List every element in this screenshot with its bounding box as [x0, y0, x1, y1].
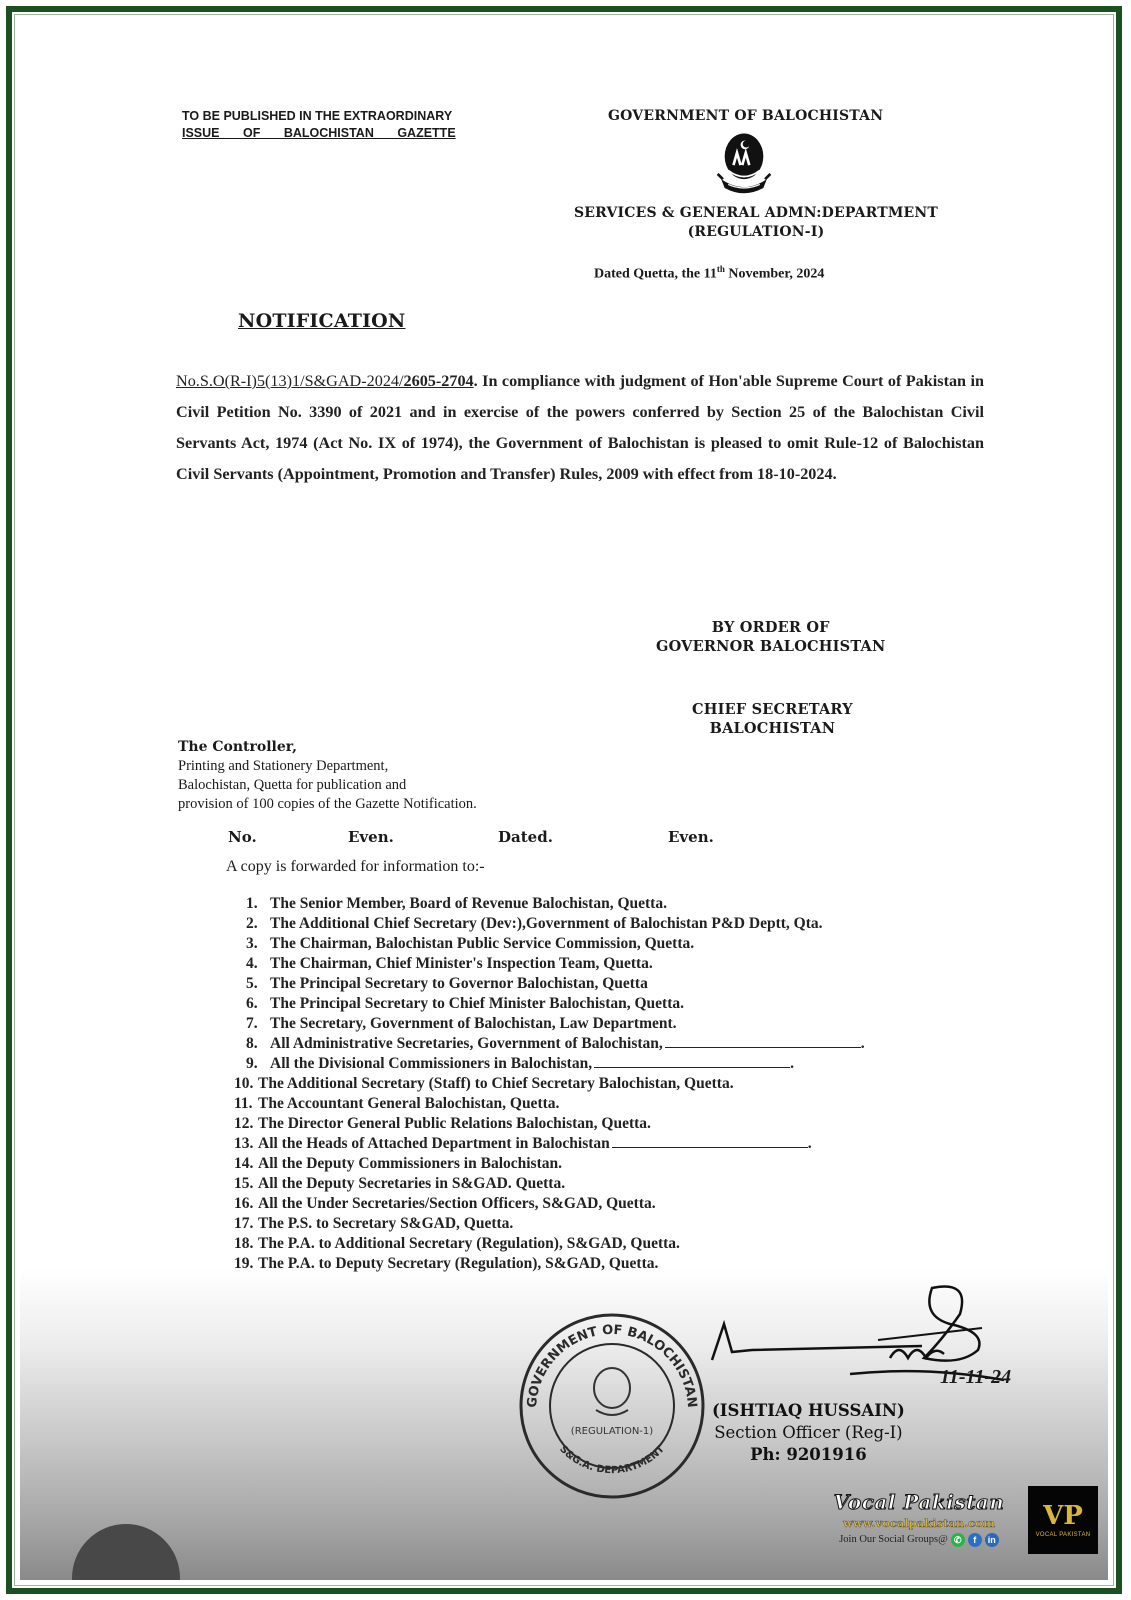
dated-suffix: November, 2024	[724, 266, 825, 282]
notification-title: NOTIFICATION	[238, 310, 406, 332]
distribution-item-text: The Director General Public Relations Balochistan, Quetta.	[258, 1115, 651, 1132]
chief-secretary-line1: CHIEF SECRETARY	[692, 701, 853, 718]
distribution-item-number: 2.	[246, 915, 258, 932]
chief-secretary-line2: BALOCHISTAN	[709, 720, 836, 737]
page-frame-line	[14, 14, 1114, 1586]
ref-dated: Dated.	[498, 828, 553, 846]
distribution-item-number: 1.	[246, 895, 258, 912]
logo-text: VP	[1043, 1501, 1083, 1531]
handwritten-date: 11-11-24	[940, 1366, 1012, 1388]
by-order-line2: GOVERNOR BALOCHISTAN	[656, 638, 886, 655]
controller-heading: The Controller,	[178, 739, 297, 755]
distribution-item-number: 19.	[234, 1255, 254, 1272]
government-title: GOVERNMENT OF BALOCHISTAN	[608, 108, 884, 124]
distribution-item-number: 9.	[246, 1055, 258, 1072]
publication-note-line1: TO BE PUBLISHED IN THE EXTRAORDINARY	[182, 109, 453, 123]
distribution-item-number: 15.	[234, 1175, 254, 1192]
distribution-item-text: All the Deputy Secretaries in S&GAD. Quetta.	[258, 1175, 566, 1192]
distribution-item-number: 8.	[246, 1035, 258, 1052]
ref-even-1: Even.	[348, 828, 394, 846]
distribution-item-number: 14.	[234, 1155, 254, 1172]
reference-prefix: No.S.O(R-I)5(13)1/S&GAD-2024/	[176, 372, 404, 390]
copy-forwarded-line: A copy is forwarded for information to:-	[226, 858, 485, 875]
distribution-item-number: 16.	[234, 1195, 254, 1212]
distribution-item-text: The Additional Secretary (Staff) to Chief Secretary Balochistan, Quetta.	[258, 1075, 734, 1092]
distribution-item-text: All the Heads of Attached Department in Balochistan	[258, 1135, 610, 1152]
distribution-item-number: 18.	[234, 1235, 254, 1252]
notification-text: . In compliance with judgment of Hon'able Supreme Court of Pakistan in Civil Petition No. 3390 of 2021 and in exercise of the powers conferred by Section 25 of the Balochistan Civil Servants Act, 1974 (Act No. IX of 1974), the Government of Balochistan is pleased to omit Rule-12 of Balochistan Civil Servants (Appointment, Promotion and Transfer) Rules, 2009 with effect from 18-10-2024.	[176, 372, 984, 483]
distribution-item-number: 3.	[246, 935, 258, 952]
distribution-item-text: The Principal Secretary to Chief Minister Balochistan, Quetta.	[270, 995, 685, 1012]
department-section: (REGULATION-I)	[687, 224, 825, 240]
logo-caption: VOCAL PAKISTAN	[1035, 1532, 1091, 1538]
by-order-line1: BY ORDER OF	[711, 619, 830, 636]
distribution-item-number: 6.	[246, 995, 258, 1012]
controller-line1: Printing and Stationery Department,	[178, 758, 389, 774]
distribution-item-text: All the Divisional Commissioners in Balochistan,	[270, 1055, 593, 1072]
dated-prefix: Dated Quetta, the 11	[594, 266, 717, 282]
distribution-item-number: 13.	[234, 1135, 254, 1152]
stamp-bottom-textpath: S&G.A. DEPARTMENT	[557, 1443, 667, 1477]
reference-number: 2605-2704	[403, 372, 474, 390]
distribution-item-text: The Chairman, Chief Minister's Inspection Team, Quetta.	[270, 955, 653, 972]
distribution-item-text: The Senior Member, Board of Revenue Balochistan, Quetta.	[270, 895, 667, 912]
distribution-item: 13. All the Heads of Attached Department in Balochistan .	[234, 1135, 812, 1152]
controller-line2: Balochistan, Quetta for publication and	[178, 777, 407, 793]
distribution-item-text: The P.A. to Deputy Secretary (Regulation), S&GAD, Quetta.	[258, 1255, 659, 1272]
controller-line3: provision of 100 copies of the Gazette Notification.	[178, 796, 477, 812]
distribution-item: 8. All Administrative Secretaries, Government of Balochistan, .	[246, 1035, 865, 1052]
department-name: SERVICES & GENERAL ADMN:DEPARTMENT	[573, 205, 939, 221]
distribution-item-text: The Additional Chief Secretary (Dev:),Government of Balochistan P&D Deptt, Qta.	[270, 915, 823, 932]
distribution-item-number: 11.	[234, 1095, 253, 1112]
distribution-item-number: 4.	[246, 955, 258, 972]
distribution-item-number: 7.	[246, 1015, 258, 1032]
distribution-item-text: The Secretary, Government of Balochistan, Law Department.	[270, 1015, 677, 1032]
signer-name: (ISHTIAQ HUSSAIN)	[712, 1401, 905, 1420]
distribution-item-text: The P.S. to Secretary S&GAD, Quetta.	[258, 1215, 514, 1232]
distribution-item-text: The Chairman, Balochistan Public Service Commission, Quetta.	[270, 935, 695, 952]
distribution-item-text: The Principal Secretary to Governor Balochistan, Quetta	[270, 975, 648, 992]
linkedin-icon[interactable]: in	[985, 1533, 999, 1547]
dated-sup: th	[716, 264, 725, 274]
brand-name: Vocal Pakistan	[833, 1490, 1005, 1514]
distribution-item: 9. All the Divisional Commissioners in Balochistan, .	[246, 1055, 794, 1072]
distribution-item-text: All Administrative Secretaries, Government of Balochistan,	[270, 1035, 663, 1052]
distribution-item-number: 5.	[246, 975, 258, 992]
distribution-item-text: All the Deputy Commissioners in Balochistan.	[258, 1155, 562, 1172]
distribution-item-number: 10.	[234, 1075, 254, 1092]
distribution-item-text: All the Under Secretaries/Section Officers, S&GAD, Quetta.	[258, 1195, 656, 1212]
signer-phone: Ph: 9201916	[750, 1445, 867, 1464]
ref-even-2: Even.	[668, 828, 714, 846]
distribution-item-text: The Accountant General Balochistan, Quetta.	[258, 1095, 560, 1112]
signer-designation: Section Officer (Reg-I)	[714, 1423, 903, 1442]
join-text: Join Our Social Groups@	[839, 1534, 948, 1545]
stamp-inner-text: (REGULATION-1)	[570, 1426, 654, 1437]
facebook-icon[interactable]: f	[968, 1533, 982, 1547]
distribution-item-number: 17.	[234, 1215, 254, 1232]
stamp-outer-textpath: GOVERNMENT OF BALOCHISTAN	[524, 1322, 700, 1409]
whatsapp-icon[interactable]: ✆	[951, 1533, 965, 1547]
distribution-item-number: 12.	[234, 1115, 254, 1132]
distribution-item-text: The P.A. to Additional Secretary (Regulation), S&GAD, Quetta.	[258, 1235, 680, 1252]
ref-no: No.	[228, 828, 257, 846]
brand-url[interactable]: www.vocalpakistan.com	[843, 1516, 995, 1530]
publication-note-line2: ISSUE OF BALOCHISTAN GAZETTE	[182, 126, 456, 140]
